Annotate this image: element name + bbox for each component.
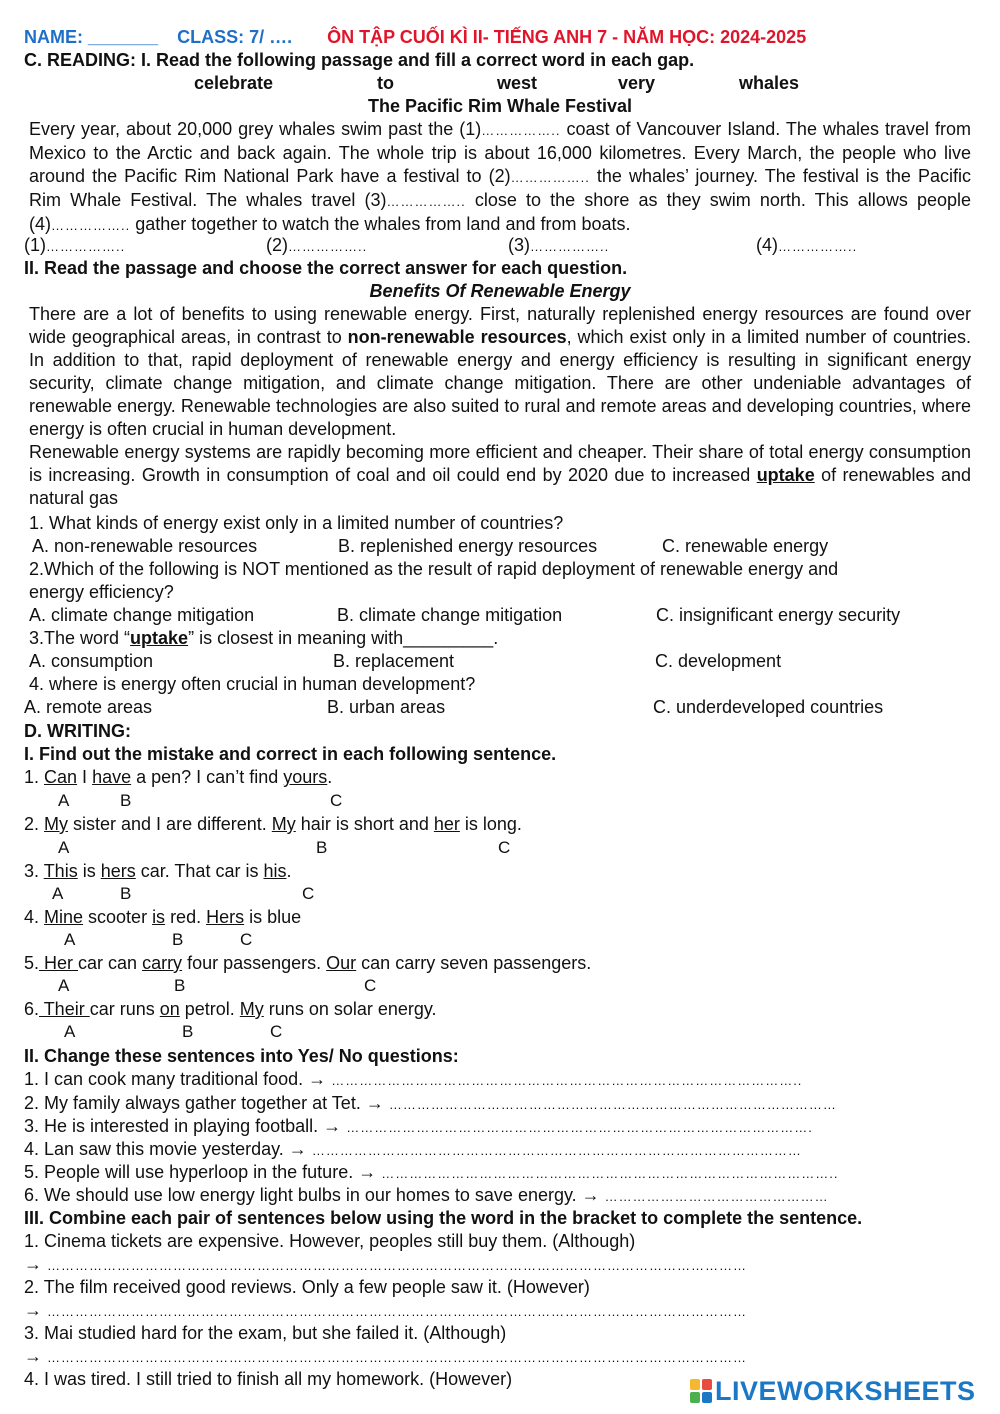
answer-line[interactable]: …………………………………………………………………………………………………………………………………… <box>47 1350 748 1365</box>
combine-item-3: 3. Mai studied hard for the exam, but she failed it. (Although) <box>24 1323 507 1343</box>
gap-2[interactable]: …………….. <box>510 170 590 185</box>
question-2-cont: energy efficiency? <box>29 582 174 602</box>
arrow-icon: → <box>365 1093 384 1113</box>
option-4b[interactable]: B. urban areas <box>327 697 446 717</box>
choice-letter[interactable]: C <box>330 791 343 810</box>
reading-heading: C. READING: I. Read the following passage and fill a correct word in each gap. <box>24 50 695 70</box>
choice-letter[interactable]: B <box>174 976 186 995</box>
yesno-item-3: 3. He is interested in playing football. → ………………………………………………………………………………………. <box>24 1116 813 1136</box>
class-field[interactable]: CLASS: 7/ …. <box>177 27 293 47</box>
writing-part3-heading: III. Combine each pair of sentences below using the word in the bracket to complete the sentence. <box>24 1208 863 1228</box>
energy-title: Benefits Of Renewable Energy <box>369 281 631 301</box>
mistake-sentence-4: 4. Mine scooter is red. Hers is blue <box>24 907 302 927</box>
arrow-icon: → <box>308 1069 327 1089</box>
answer-4[interactable]: (4)…………….. <box>756 235 858 255</box>
answer-line[interactable]: …………………………………………………………………………………………………………………………………… <box>47 1304 748 1319</box>
word-box-item: to <box>377 73 394 93</box>
yesno-item-4: 4. Lan saw this movie yesterday. → …………………………………………………………………………………………… <box>24 1139 802 1159</box>
gap-1[interactable]: …………….. <box>481 123 561 138</box>
name-field[interactable]: NAME: _______ <box>24 27 159 47</box>
combine-answer-3 <box>24 1345 747 1369</box>
option-1b[interactable]: B. replenished energy resources <box>338 536 598 556</box>
choice-letter[interactable]: B <box>120 791 132 810</box>
choice-letter[interactable]: A <box>58 791 70 810</box>
reading2-heading: II. Read the passage and choose the correct answer for each question. <box>24 258 628 278</box>
combine-item-1: 1. Cinema tickets are expensive. However, peoples still buy them. (Although) <box>24 1231 636 1251</box>
option-4a[interactable]: A. remote areas <box>24 697 153 717</box>
choice-letter[interactable]: A <box>52 884 64 903</box>
answer-line[interactable]: …………………………………………………………………………………………… <box>311 1143 802 1158</box>
gap-4[interactable]: …………….. <box>51 218 131 233</box>
answer-2[interactable]: (2)…………….. <box>266 235 368 255</box>
answer-line[interactable]: ………………………………………………………………………………………. <box>346 1120 813 1135</box>
answer-line[interactable]: …………………………………………………………………………………… <box>388 1097 837 1112</box>
mistake-sentence-2: 2. My sister and I are different. My hair is short and her is long. <box>24 814 522 834</box>
gap-3[interactable]: …………….. <box>386 194 466 209</box>
yesno-item-1: 1. I can cook many traditional food. → ……………………………………………………………………………………….. <box>24 1069 803 1089</box>
combine-answer-2 <box>24 1299 747 1323</box>
word-box-item: celebrate <box>194 73 274 93</box>
writing-part2-heading: II. Change these sentences into Yes/ No questions: <box>24 1046 459 1066</box>
yesno-item-2: 2. My family always gather together at Tet. → …………………………………………………………………………………… <box>24 1093 837 1113</box>
mistake-sentence-1: 1. Can I have a pen? I can’t find yours. <box>24 767 333 787</box>
arrow-icon: → <box>24 1300 42 1320</box>
yesno-item-5: 5. People will use hyperloop in the future. → …………………………………………………………………………………….. <box>24 1162 839 1182</box>
liveworksheets-logo[interactable] <box>690 1376 976 1406</box>
header-line <box>24 26 806 49</box>
arrow-icon: → <box>24 1254 42 1274</box>
passage-title: The Pacific Rim Whale Festival <box>367 96 633 116</box>
question-3: 3.The word “uptake” is closest in meaning with_________. <box>29 628 499 648</box>
answer-line[interactable]: …………………………………………………………………………………………………………………………………… <box>47 1258 748 1273</box>
answer-line[interactable]: ………………………………………… <box>604 1189 829 1204</box>
choice-letter[interactable]: C <box>364 976 377 995</box>
option-3a[interactable]: A. consumption <box>29 651 154 671</box>
option-3c[interactable]: C. development <box>655 651 782 671</box>
writing-heading: D. WRITING: <box>24 721 131 741</box>
word-box-item: very <box>618 73 656 93</box>
combine-item-2: 2. The film received good reviews. Only a few people saw it. (However) <box>24 1277 590 1297</box>
combine-item-4: 4. I was tired. I still tried to finish all my homework. (However) <box>24 1369 513 1389</box>
choice-letter[interactable]: A <box>58 976 70 995</box>
choice-letter[interactable]: C <box>302 884 315 903</box>
option-4c[interactable]: C. underdeveloped countries <box>653 697 884 717</box>
option-1c[interactable]: C. renewable energy <box>662 536 829 556</box>
option-3b[interactable]: B. replacement <box>333 651 455 671</box>
yesno-item-6: 6. We should use low energy light bulbs in our homes to save energy. → ………………………………………… <box>24 1185 829 1205</box>
choice-letter[interactable]: B <box>172 930 184 949</box>
mistake-sentence-5: 5. Her car can carry four passengers. Our can carry seven passengers. <box>24 953 592 973</box>
option-2c[interactable]: C. insignificant energy security <box>656 605 901 625</box>
option-2a[interactable]: A. climate change mitigation <box>29 605 255 625</box>
answer-3[interactable]: (3)…………….. <box>508 235 610 255</box>
choice-letter[interactable]: B <box>182 1022 194 1041</box>
mistake-sentence-3: 3. This is hers car. That car is his. <box>24 861 292 881</box>
worksheet-title: ÔN TẬP CUỐI KÌ II- TIẾNG ANH 7 - NĂM HỌC: 2024-2025 <box>327 27 807 47</box>
liveworksheets-logo-icon <box>690 1379 712 1403</box>
question-1: 1. What kinds of energy exist only in a limited number of countries? <box>29 513 564 533</box>
answer-1[interactable]: (1)…………….. <box>24 235 126 255</box>
mistake-sentence-6: 6. Their car runs on petrol. My runs on solar energy. <box>24 999 437 1019</box>
writing-part1-heading: I. Find out the mistake and correct in each following sentence. <box>24 744 557 764</box>
question-4: 4. where is energy often crucial in human development? <box>29 674 476 694</box>
arrow-icon: → <box>358 1162 377 1182</box>
choice-letter[interactable]: B <box>316 838 328 857</box>
choice-letter[interactable]: C <box>240 930 253 949</box>
energy-paragraph-2: Renewable energy systems are rapidly becoming more efficient and cheaper. Their share of total energy consumption is increasing. Growth in consumption of coal and oil could end by 2020 due to increased uptake of renewables and natural gas <box>29 442 971 508</box>
word-box-item: whales <box>739 73 800 93</box>
word-box-item: west <box>497 73 538 93</box>
whale-passage: Every year, about 20,000 grey whales swim past the (1)…………….. coast of Vancouver Island. The whales travel from Mexico to the Arctic and back again. The whole trip is about 16,000 kilometres. Every March, the people who live around the Pacific Rim National Park have a festival to (2)…………….. the whales’ journey. The festival is the Pacific Rim Whale Festival. The whales travel (3)…………….. close to the shore as they swim north. This allows people (4)…………….. gather together to watch the whales from land and from boats. <box>29 119 971 234</box>
combine-answer-1 <box>24 1253 747 1277</box>
choice-letter[interactable]: A <box>64 930 76 949</box>
arrow-icon: → <box>24 1346 42 1366</box>
energy-paragraph-1: There are a lot of benefits to using renewable energy. First, naturally replenished energy resources are found over wide geographical areas, in contrast to non-renewable resources, which exist only in a limited number of countries. In addition to that, rapid deployment of renewable energy and energy efficiency is resulting in significant energy security, climate change mitigation, and climate change mitigation. There are other undeniable advantages of renewable energy. Renewable technologies are also suited to rural and remote areas and developing countries, where energy is often crucial in human development. <box>29 304 971 439</box>
arrow-icon: → <box>581 1185 600 1205</box>
arrow-icon: → <box>288 1139 307 1159</box>
choice-letter[interactable]: C <box>498 838 511 857</box>
liveworksheets-logo-text: LIVEWORKSHEETS <box>715 1375 976 1406</box>
answer-line[interactable]: …………………………………………………………………………………….. <box>381 1166 839 1181</box>
choice-letter[interactable]: B <box>120 884 132 903</box>
answer-line[interactable]: ……………………………………………………………………………………….. <box>331 1073 803 1088</box>
option-2b[interactable]: B. climate change mitigation <box>337 605 563 625</box>
question-2: 2.Which of the following is NOT mentioned as the result of rapid deployment of renewable energy and <box>29 559 839 579</box>
choice-letter[interactable]: C <box>270 1022 283 1041</box>
choice-letter[interactable]: A <box>64 1022 76 1041</box>
option-1a[interactable]: A. non-renewable resources <box>32 536 258 556</box>
choice-letter[interactable]: A <box>58 838 70 857</box>
arrow-icon: → <box>323 1116 342 1136</box>
